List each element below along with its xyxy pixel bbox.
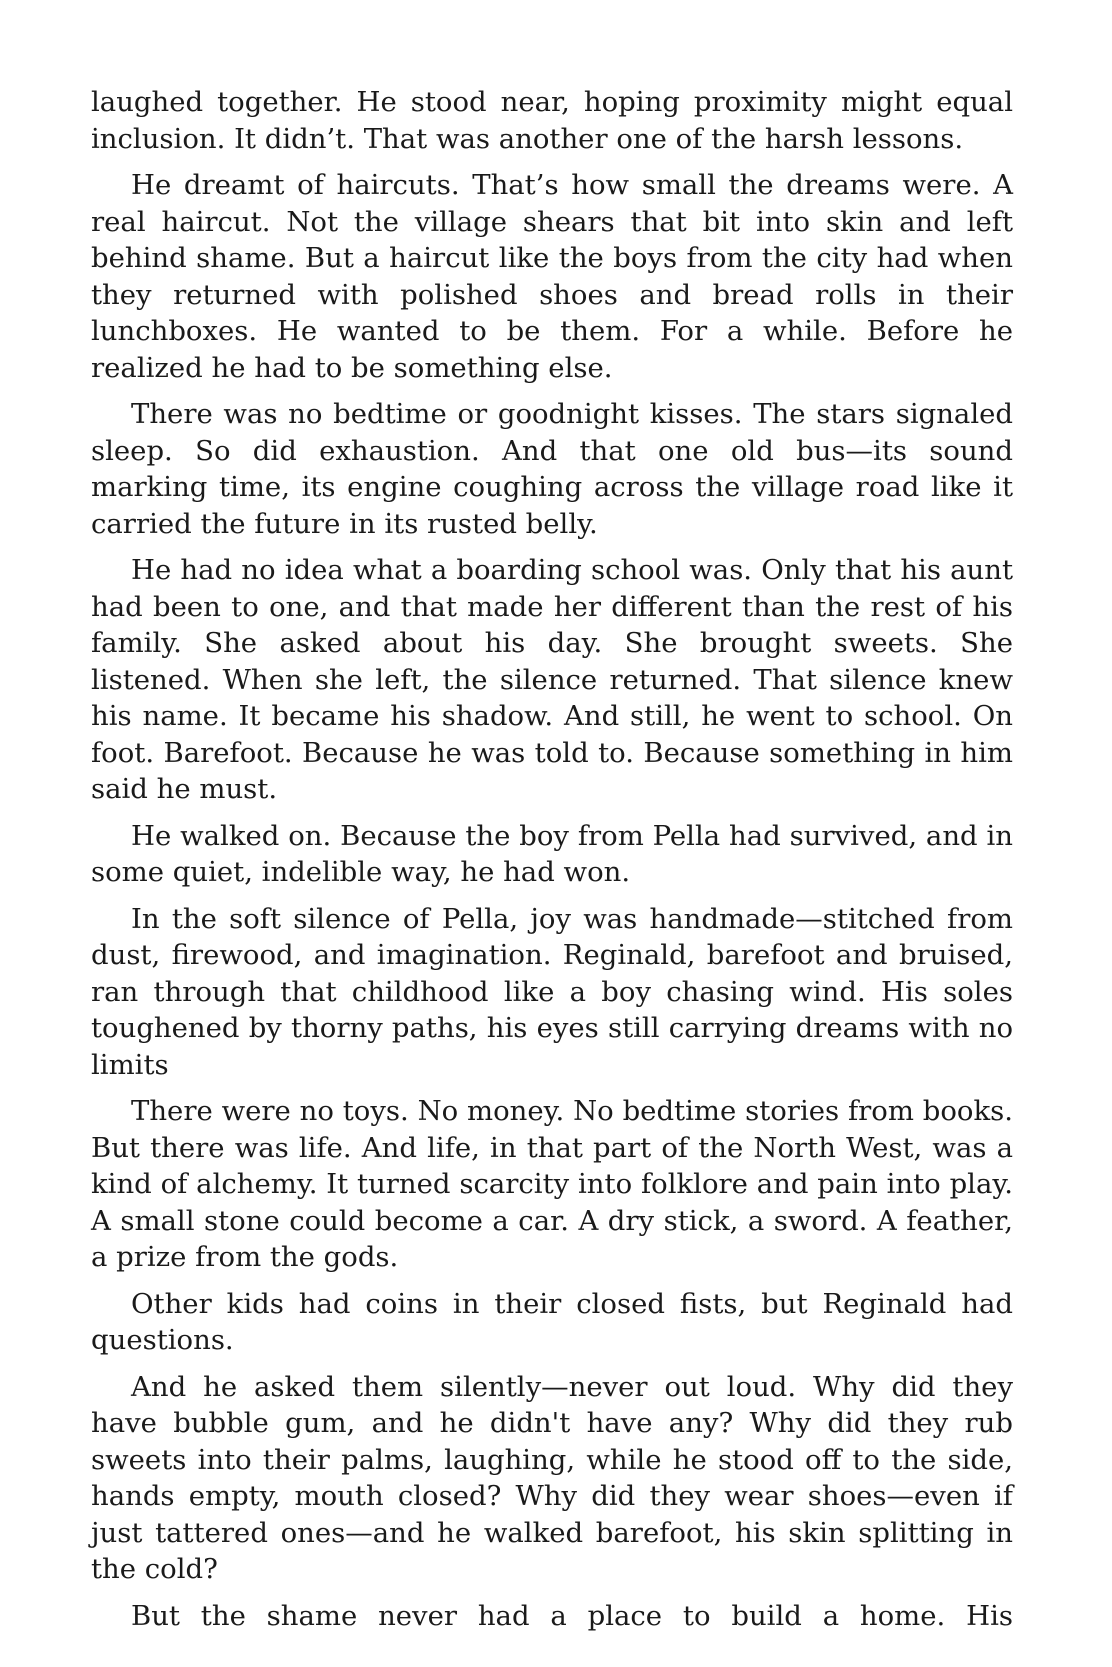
text-column — [91, 84, 1013, 1644]
paragraph: And he asked them silently—never out loud. Why did they have bubble gum, and he didn't have any? Why did they rub sweets into their palms, laughing, while he stood off to the side, hands empty, mouth closed? Why did they wear shoes—even if just tattered ones—and he walked barefoot, his skin splitting in the cold? — [91, 1370, 1013, 1585]
paragraph: He had no idea what a boarding school was. Only that his aunt had been to one, and that made her different than the rest of his family. She asked about his day. She brought sweets. She listened. When she left, the silence returned. That silence knew his name. It became his shadow. And still, he went to school. On foot. Barefoot. Because he was told to. Because something in him said he must. — [91, 554, 1013, 805]
paragraph: Other kids had coins in their closed fists, but Reginald had questions. — [91, 1287, 1013, 1356]
paragraph: There were no toys. No money. No bedtime stories from books. But there was life. And life, in that part of the North West, was a kind of alchemy. It turned scarcity into folklore and pain into play. A small stone could become a car. A dry stick, a sword. A feather, a prize from the gods. — [91, 1095, 1013, 1273]
paragraph: There was no bedtime or goodnight kisses. The stars signaled sleep. So did exhaustion. And that one old bus—its sound marking time, its engine coughing across the village road like it carried the future in its rusted belly. — [91, 398, 1013, 540]
paragraph: But the shame never had a place to build a home. His — [131, 1599, 1013, 1632]
paragraph: He walked on. Because the boy from Pella had survived, and in some quiet, indelible way, he had won. — [91, 819, 1013, 888]
paragraph: laughed together. He stood near, hoping proximity might equal inclusion. It didn’t. That was another one of the harsh lessons. — [91, 86, 1013, 155]
paragraph: In the soft silence of Pella, joy was handmade—stitched from dust, firewood, and imagination. Reginald, barefoot and bruised, ran through that childhood like a boy chasing wind. His soles toughened by thorny paths, his eyes still carrying dreams with no limits — [91, 902, 1013, 1081]
paragraph: He dreamt of haircuts. That’s how small the dreams were. A real haircut. Not the village shears that bit into skin and left behind shame. But a haircut like the boys from the city had when they returned with polished shoes and bread rolls in their lunchboxes. He wanted to be them. For a while. Before he realized he had to be something else. — [91, 169, 1013, 384]
